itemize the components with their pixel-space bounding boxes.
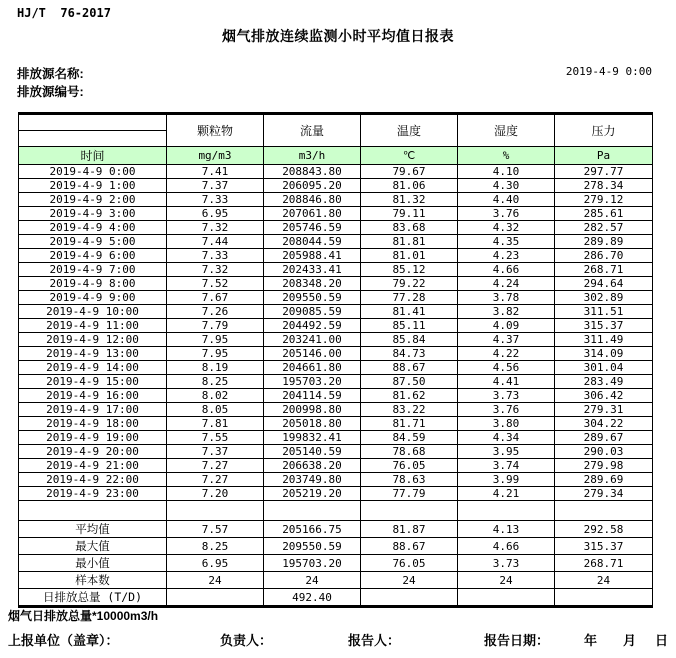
table-row (19, 249, 653, 263)
value-cell: 7.33 (167, 249, 264, 263)
value-cell: 6.95 (167, 207, 264, 221)
time-cell: 2019-4-9 3:00 (19, 207, 167, 221)
time-header-bottom-cell (19, 131, 167, 147)
value-cell: 8.19 (167, 361, 264, 375)
table-row (19, 221, 653, 235)
value-cell: 7.27 (167, 473, 264, 487)
value-cell: 286.70 (555, 249, 653, 263)
value-cell: 205140.59 (264, 445, 361, 459)
value-cell (458, 589, 555, 607)
column-header-particulate: 颗粒物 (167, 114, 264, 147)
summary-label: 平均值 (19, 521, 167, 538)
value-cell: 195703.20 (264, 555, 361, 572)
time-cell: 2019-4-9 12:00 (19, 333, 167, 347)
value-cell: 24 (264, 572, 361, 589)
value-cell: 314.09 (555, 347, 653, 361)
value-cell: 81.87 (361, 521, 458, 538)
time-cell: 2019-4-9 18:00 (19, 417, 167, 431)
time-cell: 2019-4-9 22:00 (19, 473, 167, 487)
unit-cell-particulate: mg/m3 (167, 147, 264, 165)
value-cell: 79.22 (361, 277, 458, 291)
value-cell: 81.01 (361, 249, 458, 263)
time-cell: 2019-4-9 20:00 (19, 445, 167, 459)
footer-note: 烟气日排放总量*10000m3/h (8, 609, 159, 623)
value-cell: 311.51 (555, 305, 653, 319)
value-cell: 4.22 (458, 347, 555, 361)
source-name-label: 排放源名称: (17, 67, 84, 81)
summary-row (19, 572, 653, 589)
value-cell: 285.61 (555, 207, 653, 221)
value-cell: 79.67 (361, 165, 458, 179)
time-cell: 2019-4-9 15:00 (19, 375, 167, 389)
summary-label: 样本数 (19, 572, 167, 589)
unit-cell-pressure: Pa (555, 147, 653, 165)
value-cell: 200998.80 (264, 403, 361, 417)
spacer-row (19, 501, 653, 521)
value-cell: 4.37 (458, 333, 555, 347)
time-cell: 2019-4-9 17:00 (19, 403, 167, 417)
value-cell: 4.56 (458, 361, 555, 375)
responsible-person-label: 负责人： (220, 633, 273, 648)
value-cell: 87.50 (361, 375, 458, 389)
value-cell: 85.12 (361, 263, 458, 277)
source-id-label: 排放源编号: (17, 85, 84, 99)
time-cell: 2019-4-9 6:00 (19, 249, 167, 263)
table-row (19, 333, 653, 347)
value-cell: 292.58 (555, 521, 653, 538)
summary-row (19, 555, 653, 572)
column-header-temperature: 温度 (361, 114, 458, 147)
table-row (19, 179, 653, 193)
value-cell: 88.67 (361, 361, 458, 375)
empty-cell (361, 501, 458, 521)
summary-rows (19, 521, 653, 607)
value-cell: 7.57 (167, 521, 264, 538)
value-cell: 4.10 (458, 165, 555, 179)
value-cell: 7.95 (167, 333, 264, 347)
value-cell: 8.02 (167, 389, 264, 403)
value-cell: 203749.80 (264, 473, 361, 487)
value-cell: 206095.20 (264, 179, 361, 193)
reporter-label: 报告人： (348, 633, 401, 648)
value-cell: 209550.59 (264, 538, 361, 555)
unit-row (19, 147, 653, 165)
time-cell: 2019-4-9 19:00 (19, 431, 167, 445)
table-row (19, 235, 653, 249)
value-cell: 306.42 (555, 389, 653, 403)
value-cell: 315.37 (555, 538, 653, 555)
value-cell: 278.34 (555, 179, 653, 193)
value-cell: 209550.59 (264, 291, 361, 305)
value-cell: 302.89 (555, 291, 653, 305)
value-cell: 205746.59 (264, 221, 361, 235)
table-row (19, 459, 653, 473)
value-cell: 294.64 (555, 277, 653, 291)
report-date-label: 报告日期： (484, 633, 550, 648)
month-label: 月 (623, 633, 637, 648)
value-cell: 7.32 (167, 221, 264, 235)
value-cell: 283.49 (555, 375, 653, 389)
value-cell: 205146.00 (264, 347, 361, 361)
time-cell: 2019-4-9 4:00 (19, 221, 167, 235)
table-row (19, 263, 653, 277)
value-cell: 205018.80 (264, 417, 361, 431)
value-cell (167, 589, 264, 607)
value-cell: 208044.59 (264, 235, 361, 249)
time-cell: 2019-4-9 2:00 (19, 193, 167, 207)
value-cell: 311.49 (555, 333, 653, 347)
time-cell: 2019-4-9 5:00 (19, 235, 167, 249)
value-cell: 208348.20 (264, 277, 361, 291)
table-row (19, 445, 653, 459)
value-cell: 85.84 (361, 333, 458, 347)
value-cell: 4.13 (458, 521, 555, 538)
value-cell: 85.11 (361, 319, 458, 333)
summary-row (19, 538, 653, 555)
value-cell: 279.31 (555, 403, 653, 417)
value-cell: 4.35 (458, 235, 555, 249)
value-cell: 7.33 (167, 193, 264, 207)
value-cell: 289.89 (555, 235, 653, 249)
summary-label: 最小值 (19, 555, 167, 572)
value-cell: 6.95 (167, 555, 264, 572)
value-cell: 297.77 (555, 165, 653, 179)
value-cell: 4.41 (458, 375, 555, 389)
value-cell: 88.67 (361, 538, 458, 555)
value-cell: 4.09 (458, 319, 555, 333)
value-cell: 24 (361, 572, 458, 589)
value-cell: 7.95 (167, 347, 264, 361)
value-cell: 199832.41 (264, 431, 361, 445)
time-cell: 2019-4-9 16:00 (19, 389, 167, 403)
column-header-pressure: 压力 (555, 114, 653, 147)
value-cell: 3.73 (458, 555, 555, 572)
unit-cell-flow: m3/h (264, 147, 361, 165)
table-row (19, 389, 653, 403)
standard-number: HJ/T 76-2017 (17, 6, 111, 20)
value-cell: 78.68 (361, 445, 458, 459)
value-cell: 3.99 (458, 473, 555, 487)
value-cell: 3.80 (458, 417, 555, 431)
table-row (19, 347, 653, 361)
value-cell (555, 589, 653, 607)
value-cell: 84.59 (361, 431, 458, 445)
unit-cell-temperature: ℃ (361, 147, 458, 165)
value-cell: 3.76 (458, 207, 555, 221)
value-cell: 7.67 (167, 291, 264, 305)
header-row-1 (19, 114, 653, 131)
table-row (19, 431, 653, 445)
table-row (19, 165, 653, 179)
value-cell: 4.24 (458, 277, 555, 291)
value-cell: 81.32 (361, 193, 458, 207)
table-row (19, 403, 653, 417)
value-cell: 209085.59 (264, 305, 361, 319)
value-cell: 7.37 (167, 445, 264, 459)
value-cell: 268.71 (555, 555, 653, 572)
report-datetime: 2019-4-9 0:00 (565, 65, 652, 78)
value-cell: 290.03 (555, 445, 653, 459)
table-row (19, 207, 653, 221)
value-cell: 3.95 (458, 445, 555, 459)
value-cell: 4.32 (458, 221, 555, 235)
value-cell: 76.05 (361, 555, 458, 572)
time-header-cell: 时间 (19, 147, 167, 165)
value-cell: 7.27 (167, 459, 264, 473)
value-cell: 7.32 (167, 263, 264, 277)
value-cell: 205219.20 (264, 487, 361, 501)
table-row (19, 417, 653, 431)
value-cell: 4.66 (458, 263, 555, 277)
value-cell: 492.40 (264, 589, 361, 607)
time-cell: 2019-4-9 14:00 (19, 361, 167, 375)
value-cell: 7.79 (167, 319, 264, 333)
value-cell: 3.74 (458, 459, 555, 473)
time-cell: 2019-4-9 10:00 (19, 305, 167, 319)
value-cell: 279.34 (555, 487, 653, 501)
value-cell: 206638.20 (264, 459, 361, 473)
value-cell: 79.11 (361, 207, 458, 221)
value-cell: 3.82 (458, 305, 555, 319)
value-cell: 7.37 (167, 179, 264, 193)
table-row (19, 361, 653, 375)
value-cell: 205166.75 (264, 521, 361, 538)
summary-row (19, 521, 653, 538)
value-cell: 289.69 (555, 473, 653, 487)
value-cell: 81.81 (361, 235, 458, 249)
value-cell: 202433.41 (264, 263, 361, 277)
value-cell: 24 (458, 572, 555, 589)
table-row (19, 375, 653, 389)
table-row (19, 487, 653, 501)
value-cell: 81.62 (361, 389, 458, 403)
value-cell: 7.20 (167, 487, 264, 501)
value-cell: 4.21 (458, 487, 555, 501)
value-cell: 279.12 (555, 193, 653, 207)
value-cell: 282.57 (555, 221, 653, 235)
value-cell: 83.68 (361, 221, 458, 235)
value-cell: 7.26 (167, 305, 264, 319)
value-cell: 76.05 (361, 459, 458, 473)
value-cell: 8.25 (167, 538, 264, 555)
value-cell: 315.37 (555, 319, 653, 333)
empty-cell (458, 501, 555, 521)
value-cell: 204114.59 (264, 389, 361, 403)
value-cell: 81.71 (361, 417, 458, 431)
table-row (19, 277, 653, 291)
time-cell: 2019-4-9 9:00 (19, 291, 167, 305)
value-cell: 208846.80 (264, 193, 361, 207)
value-cell: 4.23 (458, 249, 555, 263)
summary-label: 日排放总量 (T/D) (19, 589, 167, 607)
value-cell: 208843.80 (264, 165, 361, 179)
value-cell: 81.06 (361, 179, 458, 193)
value-cell: 24 (555, 572, 653, 589)
value-cell: 3.73 (458, 389, 555, 403)
value-cell: 205988.41 (264, 249, 361, 263)
column-header-flow: 流量 (264, 114, 361, 147)
value-cell: 81.41 (361, 305, 458, 319)
value-cell: 207061.80 (264, 207, 361, 221)
report-unit-label: 上报单位（盖章）： (8, 633, 119, 648)
time-cell: 2019-4-9 23:00 (19, 487, 167, 501)
day-label: 日 (655, 633, 669, 648)
value-cell: 3.78 (458, 291, 555, 305)
value-cell: 7.81 (167, 417, 264, 431)
value-cell: 84.73 (361, 347, 458, 361)
hourly-rows (19, 165, 653, 501)
value-cell: 7.52 (167, 277, 264, 291)
empty-cell (555, 501, 653, 521)
table-row (19, 291, 653, 305)
value-cell: 83.22 (361, 403, 458, 417)
unit-cell-humidity: % (458, 147, 555, 165)
value-cell: 4.40 (458, 193, 555, 207)
value-cell: 7.55 (167, 431, 264, 445)
table-row (19, 305, 653, 319)
time-cell: 2019-4-9 13:00 (19, 347, 167, 361)
table-row (19, 193, 653, 207)
value-cell: 77.79 (361, 487, 458, 501)
value-cell: 301.04 (555, 361, 653, 375)
summary-label: 最大值 (19, 538, 167, 555)
table-row (19, 319, 653, 333)
empty-cell (19, 501, 167, 521)
value-cell: 77.28 (361, 291, 458, 305)
time-cell: 2019-4-9 8:00 (19, 277, 167, 291)
value-cell: 24 (167, 572, 264, 589)
time-header-top-cell (19, 114, 167, 131)
value-cell: 204661.80 (264, 361, 361, 375)
page-title: 烟气排放连续监测小时平均值日报表 (222, 28, 454, 44)
summary-row (19, 589, 653, 607)
time-cell: 2019-4-9 7:00 (19, 263, 167, 277)
value-cell: 7.44 (167, 235, 264, 249)
value-cell: 204492.59 (264, 319, 361, 333)
empty-cell (264, 501, 361, 521)
time-cell: 2019-4-9 1:00 (19, 179, 167, 193)
value-cell (361, 589, 458, 607)
value-cell: 8.05 (167, 403, 264, 417)
value-cell: 304.22 (555, 417, 653, 431)
value-cell: 289.67 (555, 431, 653, 445)
time-cell: 2019-4-9 0:00 (19, 165, 167, 179)
value-cell: 4.34 (458, 431, 555, 445)
value-cell: 195703.20 (264, 375, 361, 389)
time-cell: 2019-4-9 11:00 (19, 319, 167, 333)
value-cell: 8.25 (167, 375, 264, 389)
value-cell: 268.71 (555, 263, 653, 277)
time-cell: 2019-4-9 21:00 (19, 459, 167, 473)
year-label: 年 (584, 633, 598, 648)
column-header-humidity: 湿度 (458, 114, 555, 147)
value-cell: 3.76 (458, 403, 555, 417)
value-cell: 4.30 (458, 179, 555, 193)
table-row (19, 473, 653, 487)
value-cell: 4.66 (458, 538, 555, 555)
empty-cell (167, 501, 264, 521)
value-cell: 7.41 (167, 165, 264, 179)
value-cell: 203241.00 (264, 333, 361, 347)
hourly-report-table (18, 112, 653, 608)
value-cell: 279.98 (555, 459, 653, 473)
value-cell: 78.63 (361, 473, 458, 487)
